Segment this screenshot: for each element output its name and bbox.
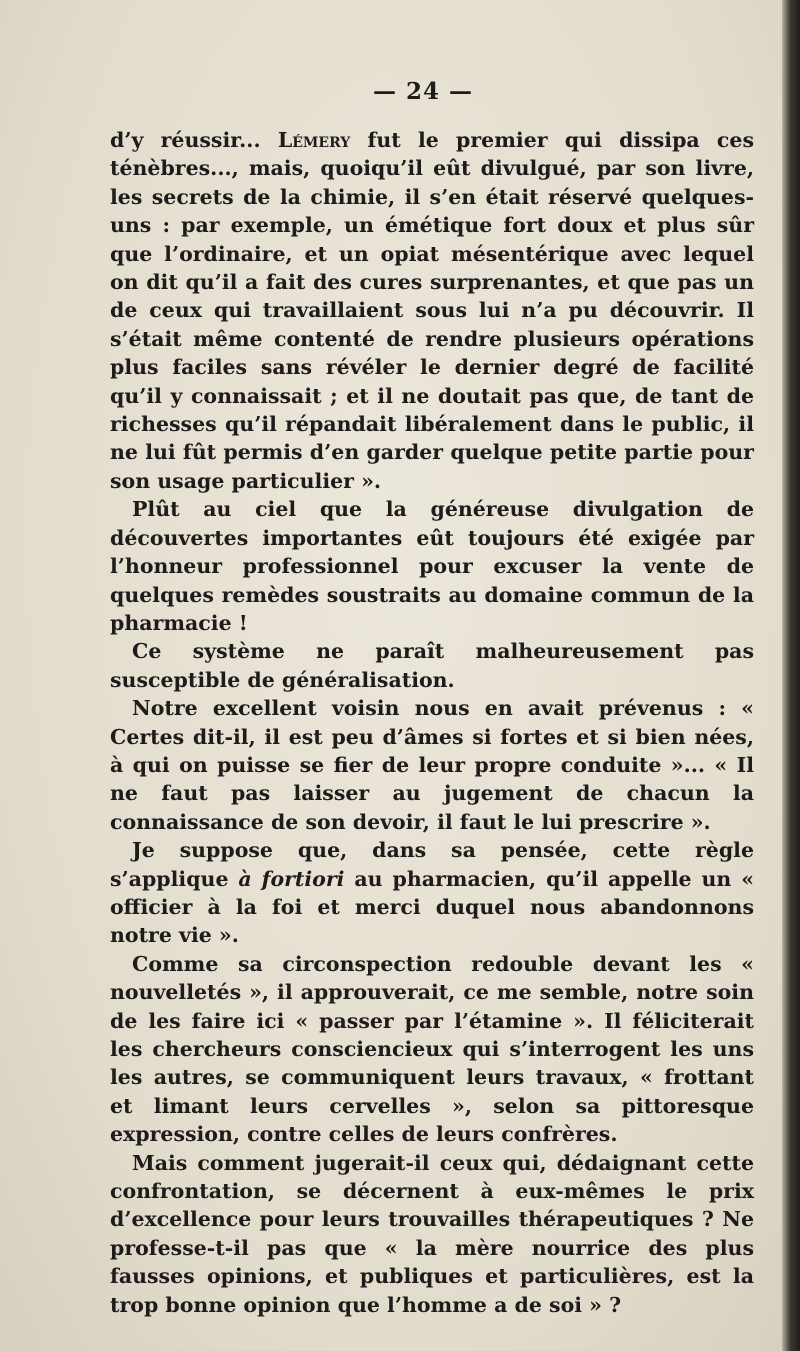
paragraph	[110, 495, 754, 637]
paragraph	[110, 694, 754, 836]
text-run: Plût au ciel que la généreuse divulgation de découvertes importantes eût toujours été exigée par l’honneur professionnel pour excuser la vente de quelques remèdes soustraits au domaine commun de la pharmacie !	[110, 497, 754, 635]
text-run: Lémery	[277, 128, 351, 152]
paragraph	[110, 836, 754, 950]
page-edge	[782, 0, 800, 1351]
text-run: Mais comment jugerait-il ceux qui, dédaignant cette confrontation, se décernent à eux-mêmes le prix d’excellence pour leurs trouvailles thérapeutiques ? Ne professe-t-il pas que « la mère nourrice des plus fausses opinions, et publiques et particulières, est la trop bonne opinion que l’homme a de soi » ?	[110, 1150, 754, 1317]
body-text	[110, 126, 754, 1319]
page-number: — 24 —	[372, 78, 474, 105]
text-run: Je suppose que, dans sa pensée, cette règle s’applique	[110, 838, 754, 891]
text-run: à fortiori	[238, 866, 345, 891]
paragraph	[110, 126, 754, 495]
paragraph	[110, 637, 754, 694]
paragraph	[110, 1149, 754, 1319]
text-run: au pharmacien, qu’il appelle un « officier à la foi et merci duquel nous abandonnons notre vie ».	[110, 866, 755, 948]
paragraph	[110, 950, 754, 1149]
text-run: d’y réussir...	[110, 128, 278, 152]
text-run: fut le premier qui dissipa ces ténèbres..., mais, quoiqu’il eût divulgué, par son livre, les secrets de la chimie, il s’en était réservé quelques-uns : par exemple, un émétique fort doux et plus sûr que l’ordinaire, et un opiat mésentérique avec lequel on dit qu’il a fait des cures surprenantes, et que pas un de ceux qui travaillaient sous lui n’a pu découvrir. Il s’était même contenté de rendre plusieurs opérations plus faciles sans révéler le dernier degré de facilité qu’il y connaissait ; et il ne doutait pas que, de tant de richesses qu’il répandait libéralement dans le public, il ne lui fût permis d’en garder quelque petite partie pour son usage particulier ».	[110, 128, 754, 493]
text-run: Comme sa circonspection redouble devant les « nouvelletés », il approuverait, ce me semble, notre soin de les faire ici « passer par l’étamine ». Il féliciterait les chercheurs consciencieux qui s’interrogent les uns les autres, se communiquent leurs travaux, « frottant et limant leurs cervelles », selon sa pittoresque expression, contre celles de leurs confrères.	[110, 951, 754, 1147]
text-run: Notre excellent voisin nous en avait prévenus : « Certes dit-il, il est peu d’âmes si fortes et si bien nées, à qui on puisse se fier de leur propre conduite »... « Il ne faut pas laisser au jugement de chacun la connaissance de son devoir, il faut le lui prescrire ».	[110, 696, 754, 834]
text-run: Ce système ne paraît malheureusement pas susceptible de généralisation.	[110, 639, 754, 692]
